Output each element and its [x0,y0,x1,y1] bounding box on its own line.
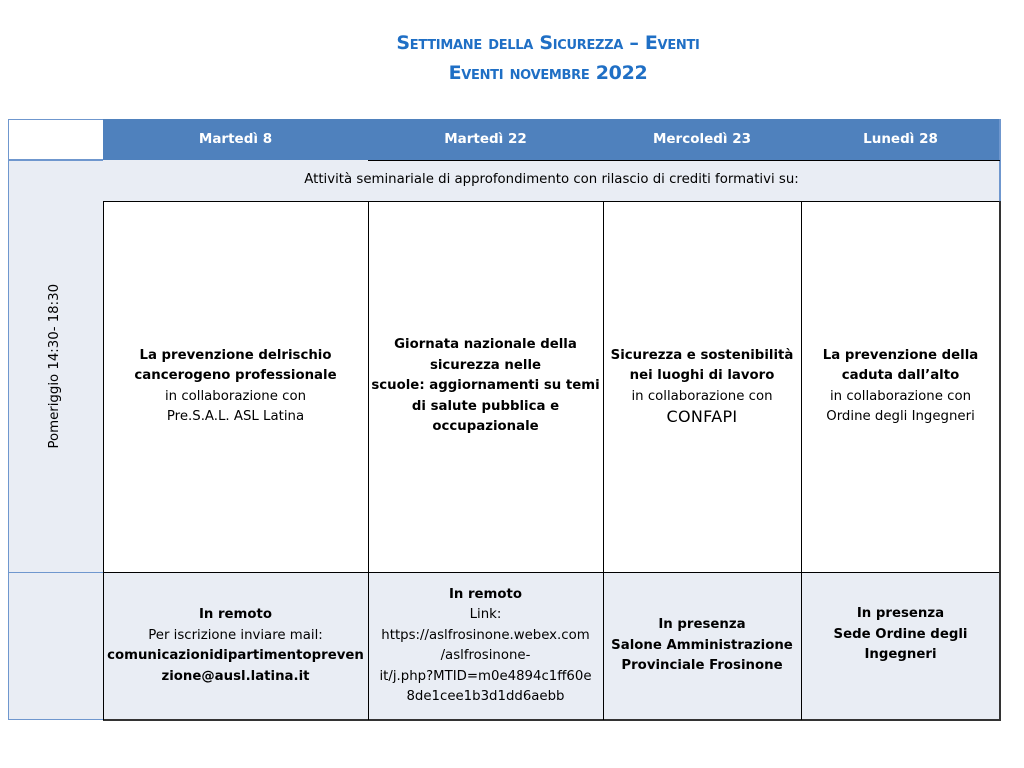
table-border [8,160,103,161]
event-partner: Pre.S.A.L. ASL Latina [166,409,305,424]
event-title: Giornata nazionale della [394,337,577,353]
location-label-cell [8,572,103,720]
event-title: nei luoghi di lavoro [629,368,775,383]
header-day-4: Lunedì 28 [801,119,1000,160]
location-place: Sede Ordine degli [833,626,968,642]
event-title: La prevenzione della [822,347,979,363]
event-title: occupazionale [432,419,539,435]
location-cell-3 [603,572,801,720]
grid-line [103,572,1001,573]
location-mode: In remoto [448,586,523,602]
location-info: Link: [469,607,502,622]
grid-line [603,201,604,720]
event-cell-3 [603,201,801,572]
grid-line [103,719,1001,721]
location-cell-1 [103,572,368,720]
time-label: Pomeriggio 14:30- 18:30 [47,283,63,449]
event-title: cancerogeno professionale [134,368,337,383]
event-title: La prevenzione delrischio [139,347,332,363]
title-line-1: Settimane della Sicurezza – Eventi [396,32,700,54]
event-collab: in collaborazione con [829,388,972,404]
page-subtitle [0,62,1024,84]
grid-line [801,201,802,720]
table-border [8,572,103,573]
event-title: caduta dall’alto [841,368,960,383]
email-link[interactable]: zione@ausl.latina.it [161,668,310,684]
event-title: sicurezza nelle [429,357,542,373]
location-mode: In presenza [658,617,746,633]
event-cell-1 [103,201,368,572]
location-place: Ingegneri [864,647,937,662]
location-info: Per iscrizione inviare mail: [148,627,323,643]
location-mode: In presenza [856,606,945,621]
webex-link[interactable]: 8de1cee1b3d1dd6aebb [406,689,565,704]
time-label-cell [8,160,103,572]
grid-line [103,201,1001,202]
event-cell-2 [368,201,603,572]
event-title: Sicurezza e sostenibilità [610,347,794,363]
grid-line [103,201,104,720]
header-corner-cell [8,119,103,160]
event-collab: in collaborazione con [631,388,773,404]
grid-line [999,201,1001,721]
webex-link[interactable]: /aslfrosinone- [440,648,531,663]
webex-link[interactable]: https://aslfrosinone.webex.com [381,627,590,643]
intro-row: Attività seminariale di approfondimento con rilascio di crediti formativi su: [103,160,1000,201]
event-partner: Ordine degli Ingegneri [826,409,975,424]
webex-link[interactable]: it/j.php?MTID=m0e4894c1ff60e [379,668,592,684]
table-border [8,719,103,720]
grid-line [368,201,369,720]
location-place: Salone Amministrazione [611,637,793,653]
header-day-3: Mercoledì 23 [603,119,801,160]
location-place: Provinciale Frosinone [621,658,783,674]
table-border [8,119,9,720]
event-title: di salute pubblica e [411,398,560,414]
title-line-2: Eventi novembre 2022 [448,62,648,84]
header-day-1: Martedì 8 [103,119,368,160]
event-collab: in collaborazione con [164,388,307,404]
event-title: scuole: aggiornamenti su temi [371,378,600,394]
location-mode: In remoto [198,607,273,622]
grid-line [368,160,1000,161]
email-link[interactable]: comunicazionidipartimentopreven [107,648,364,663]
event-cell-4 [801,201,1000,572]
page-title [0,32,1024,54]
event-partner: CONFAPI [666,407,738,426]
header-day-2: Martedì 22 [368,119,603,160]
location-cell-4 [801,572,1000,720]
location-cell-2 [368,572,603,720]
